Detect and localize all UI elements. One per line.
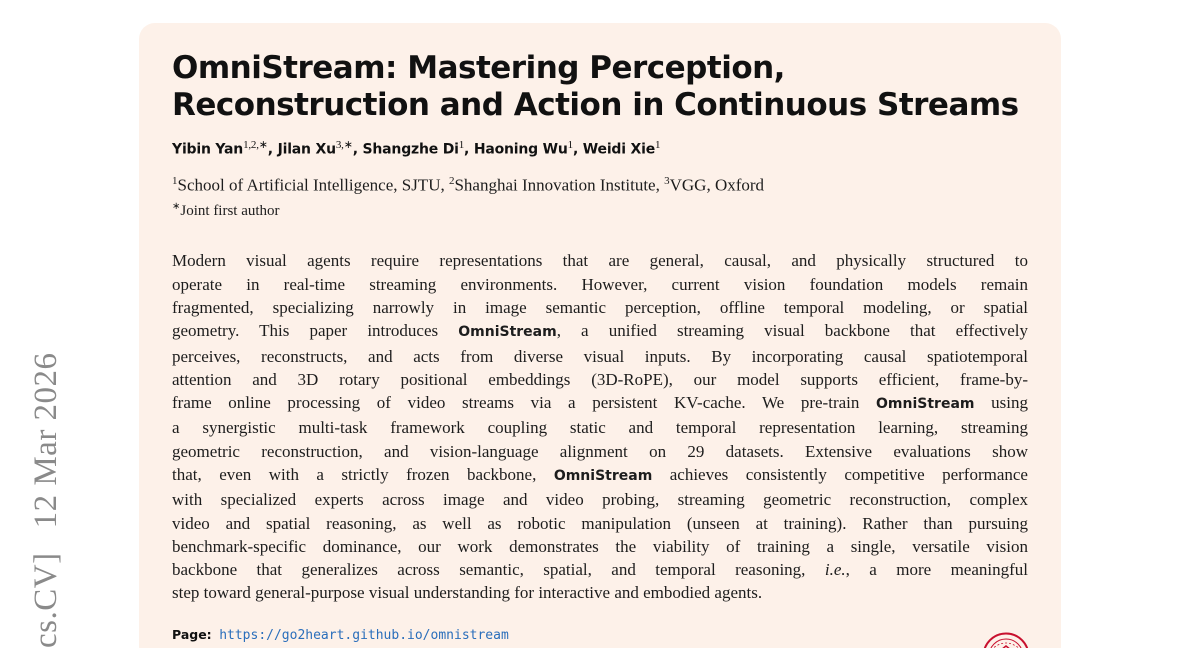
university-seal-icon bbox=[982, 632, 1030, 648]
author-name: Weidi Xie bbox=[582, 141, 656, 158]
affiliations bbox=[172, 170, 1028, 197]
affil-text: Shanghai Innovation Institute, bbox=[454, 175, 665, 195]
paper-title bbox=[172, 50, 1028, 124]
abstract-line: operate in real-time streaming environments. However, current vision foundation models remain bbox=[172, 274, 1028, 294]
affil-sup: 3 bbox=[664, 174, 670, 187]
abstract-line: perceives, reconstructs, and acts from diverse visual inputs. By incorporating causal spatiotemporal bbox=[172, 346, 1028, 366]
note-sup: ∗ bbox=[172, 201, 181, 213]
keyword-omnistream: OmniStream bbox=[458, 324, 557, 341]
abstract-line: that, even with a strictly frozen backbone, OmniStream achieves consistently competitive performance bbox=[172, 464, 1028, 484]
arxiv-side-stamp bbox=[22, 352, 70, 648]
abstract-line: geometric reconstruction, and vision-language alignment on 29 datasets. Extensive evaluations show bbox=[172, 441, 1028, 461]
abstract-line: fragmented, specializing narrowly in image semantic perception, offline temporal modeling, or spatial bbox=[172, 297, 1028, 317]
author-list: Yibin Yan$^{1,2,∗}$, Jilan $Xu^{3,∗}$, Shangzhe Di$^1$, Haoning Wu$^1$, Weidi Xie$^1$ bbox=[172, 139, 661, 158]
abstract-line: Modern visual agents require representations that are general, causal, and physically structured to bbox=[172, 251, 1028, 271]
equal-contribution-note bbox=[172, 197, 1028, 221]
author-name: Shangzhe Di bbox=[362, 141, 459, 158]
abstract-line: with specialized experts across image and video probing, streaming geometric reconstruction, complex bbox=[172, 490, 1028, 510]
project-page-row bbox=[172, 627, 509, 644]
author-sup: 1 bbox=[567, 139, 573, 151]
affil-text: School of Artificial Intelligence, SJTU, bbox=[177, 175, 449, 195]
abstract-line: video and spatial reasoning, as well as robotic manipulation (unseen at training). Rather than pursuing bbox=[172, 513, 1028, 533]
author-name: Haoning Wu bbox=[473, 141, 568, 158]
title-line-1: OmniStream: Mastering Perception, bbox=[172, 50, 785, 86]
author-sup: 3,∗ bbox=[335, 139, 353, 151]
affil-sup: 1 bbox=[172, 174, 178, 187]
note-text: Joint first author bbox=[180, 203, 280, 220]
keyword-omnistream: OmniStream bbox=[876, 396, 975, 413]
author-sup: 1 bbox=[458, 139, 465, 151]
abstract-line: step toward general-purpose visual understanding for interactive and embodied agents. bbox=[172, 583, 763, 603]
abstract bbox=[172, 249, 1028, 604]
paper-card bbox=[139, 23, 1061, 648]
abstract-line: benchmark-specific dominance, our work demonstrates the viability of training a single, versatile vision bbox=[172, 536, 1028, 556]
abstract-line: backbone that generalizes across semantic, spatial, and temporal reasoning, i.e., a more meaningful bbox=[172, 560, 1028, 580]
project-page-link[interactable]: https://go2heart.github.io/omnistream bbox=[219, 628, 509, 643]
author-sup: 1 bbox=[655, 139, 661, 151]
abstract-line: frame online processing of video streams via a persistent KV-cache. We pre-train OmniStream using bbox=[172, 393, 1028, 413]
page-label: Page: bbox=[172, 627, 212, 642]
affil-text: VGG, Oxford bbox=[669, 175, 765, 195]
author-name: Yibin Yan bbox=[172, 141, 244, 158]
abstract-line: attention and 3D rotary positional embeddings (3D-RoPE), our model supports efficient, frame-by- bbox=[172, 369, 1028, 389]
affil-sup: 2 bbox=[448, 174, 455, 187]
paper-content bbox=[172, 50, 1028, 643]
abstract-line: geometry. This paper introduces OmniStream, a unified streaming visual backbone that effectively bbox=[172, 321, 1028, 341]
arxiv-category: cs.CV] bbox=[28, 552, 64, 648]
abstract-line: a synergistic multi-task framework coupling static and temporal representation learning, streaming bbox=[172, 418, 1028, 438]
keyword-omnistream: OmniStream bbox=[553, 467, 653, 484]
author-sup: 1,2,∗ bbox=[243, 139, 268, 151]
arxiv-date: 12 Mar 2026 bbox=[28, 352, 64, 529]
author-name: Jilan Xu bbox=[277, 141, 336, 158]
title-line-2: Reconstruction and Action in Continuous Streams bbox=[172, 87, 1019, 123]
